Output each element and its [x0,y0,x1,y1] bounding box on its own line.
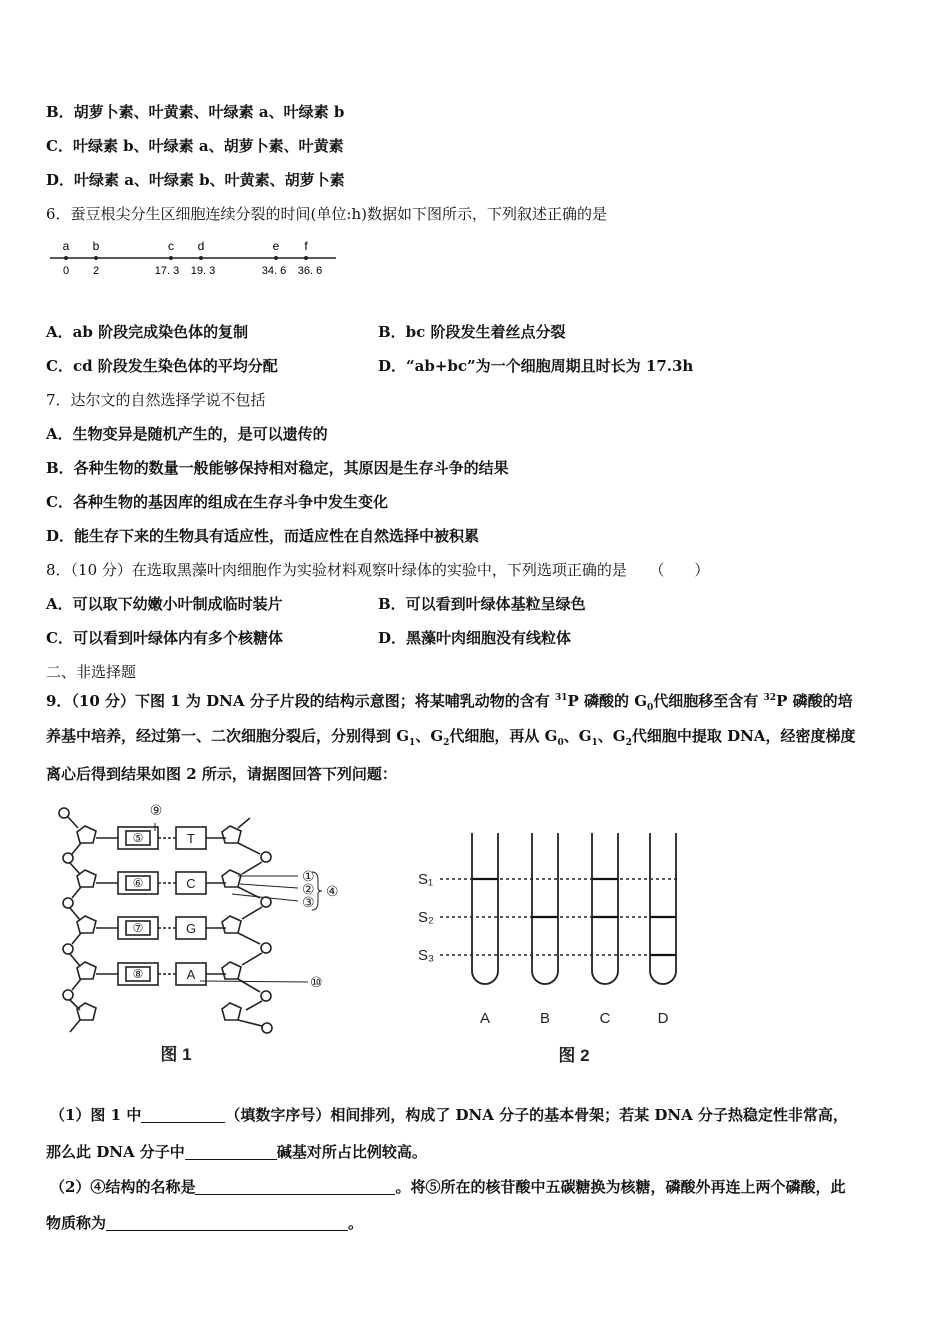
label-10: ⑩ [310,974,323,990]
centrifuge-figure [410,825,700,1075]
base-label-a: A [186,967,196,982]
q8-option-a: A．可以取下幼嫩小叶制成临时装片 [46,595,283,613]
q6-option-a: A．ab 阶段完成染色体的复制 [46,323,249,341]
q7-option-c: C．各种生物的基因库的组成在生存斗争中发生变化 [46,493,388,511]
base-pair-3 [96,917,226,939]
base-pair-1 [96,827,226,849]
q7-option-a: A．生物变异是随机产生的，是可以遗传的 [46,425,328,443]
svg-text:2: 2 [92,265,100,277]
figure-1-caption: 图 1 [160,1045,192,1064]
label-pointers [155,823,322,982]
q7-option-b: B．各种生物的数量一般能够保持相对稳定，其原因是生存斗争的结果 [46,459,509,477]
label-4: ④ [326,883,339,899]
q9-stem-line3: 离心后得到结果如图 2 所示，请据图回答下列问题： [46,765,397,783]
left-backbone [59,808,96,1032]
section-heading: 二、非选择题 [46,663,137,681]
q8-option-d: D．黑藻叶肉细胞没有线粒体 [378,629,572,647]
q8-option-b: B．可以看到叶绿体基粒呈绿色 [378,595,586,613]
answer-blank-1[interactable] [141,1106,225,1123]
right-backbone [222,818,272,1033]
q6-option-c: C．cd 阶段发生染色体的平均分配 [46,357,278,375]
q9-stem-line2: 养基中培养，经过第一、二次细胞分裂后，分别得到 $G_1$、$G_2$代细胞，再从 $G_0$、$G_1$、$G_2$代细胞中提取 DNA，经密度梯度 [46,727,856,748]
base-label-t: T [187,831,195,846]
tube-b [532,833,558,984]
tube-c [592,833,618,984]
cell-cycle-timeline [46,234,346,284]
q8-option-c: C．可以看到叶绿体内有多个核糖体 [46,629,283,647]
q6-option-d: D．“ab+bc”为一个细胞周期且时长为 17.3h [378,357,694,375]
tube-label-a: A [479,1010,491,1027]
svg-text:e: e [272,239,280,253]
base-label-8: ⑧ [132,967,144,981]
level-label-s1: S₁ [418,871,434,888]
svg-text:a: a [62,239,70,253]
svg-text:34. 6: 34. 6 [261,265,287,277]
q9-part2-line1: （2）④结构的名称是 。将⑤所在的核苷酸中五碳糖换为核糖，磷酸外再连上两个磷酸，此 [50,1178,846,1196]
q8-stem: 8．（10 分）在选取黑藻叶肉细胞作为实验材料观察叶绿体的实验中，下列选项正确的是 （ ） [46,561,710,579]
tube-label-d: D [657,1010,669,1027]
q6-option-b: B．bc 阶段发生着丝点分裂 [378,323,566,341]
label-9: ⑨ [149,802,163,818]
q9-part1-line2: 那么此 DNA 分子中 碱基对所占比例较高。 [46,1143,427,1161]
svg-text:0: 0 [62,265,70,277]
base-label-6: ⑥ [132,876,144,890]
svg-text:c: c [168,239,174,253]
dna-structure-figure [50,798,350,1073]
tube-a [472,833,498,984]
svg-text:b: b [92,239,100,253]
base-label-7: ⑦ [132,921,144,935]
label-2: ② [302,881,315,897]
label-3: ③ [302,894,315,910]
svg-text:f: f [304,239,308,253]
answer-blank-4[interactable] [106,1214,348,1231]
q9-part2-line2: 物质称为 。 [46,1214,364,1232]
tube-label-c: C [599,1010,611,1027]
svg-text:d: d [197,239,205,253]
base-label-5: ⑤ [132,831,144,845]
q5-option-b: B．胡萝卜素、叶黄素、叶绿素 a、叶绿素 b [46,103,345,121]
q5-option-c: C．叶绿素 b、叶绿素 a、胡萝卜素、叶黄素 [46,137,344,155]
svg-text:17. 3: 17. 3 [154,265,180,277]
answer-blank-3[interactable] [195,1178,395,1195]
base-pair-2 [96,872,226,894]
tube-label-b: B [539,1010,551,1027]
svg-text:36. 6: 36. 6 [297,265,323,277]
q6-stem: 6．蚕豆根尖分生区细胞连续分裂的时间(单位:h)数据如下图所示，下列叙述正确的是 [46,205,607,223]
base-label-c: C [186,876,196,891]
q9-stem-line1: 9．（10 分）下图 1 为 DNA 分子片段的结构示意图；将某哺乳动物的含有 $^{31}$P 磷酸的 $G_0$代细胞移至含有 $^{32}$P 磷酸的培 [46,692,853,713]
base-label-g: G [185,921,197,936]
q9-part1-line1: （1）图 1 中 （填数字序号）相间排列，构成了 DNA 分子的基本骨架；若某 DNA 分子热稳定性非常高， [50,1106,848,1124]
answer-blank-2[interactable] [185,1143,277,1160]
level-label-s2: S₂ [418,909,434,926]
q7-stem: 7．达尔文的自然选择学说不包括 [46,391,266,409]
svg-text:19. 3: 19. 3 [190,265,216,277]
base-pair-4 [96,963,226,985]
label-1: ① [302,868,315,884]
tube-d [650,833,676,984]
figure-2-caption: 图 2 [558,1046,590,1065]
level-label-s3: S₃ [418,947,435,964]
q5-option-d: D．叶绿素 a、叶绿素 b、叶黄素、胡萝卜素 [46,171,345,189]
q7-option-d: D．能生存下来的生物具有适应性，而适应性在自然选择中被积累 [46,527,480,545]
